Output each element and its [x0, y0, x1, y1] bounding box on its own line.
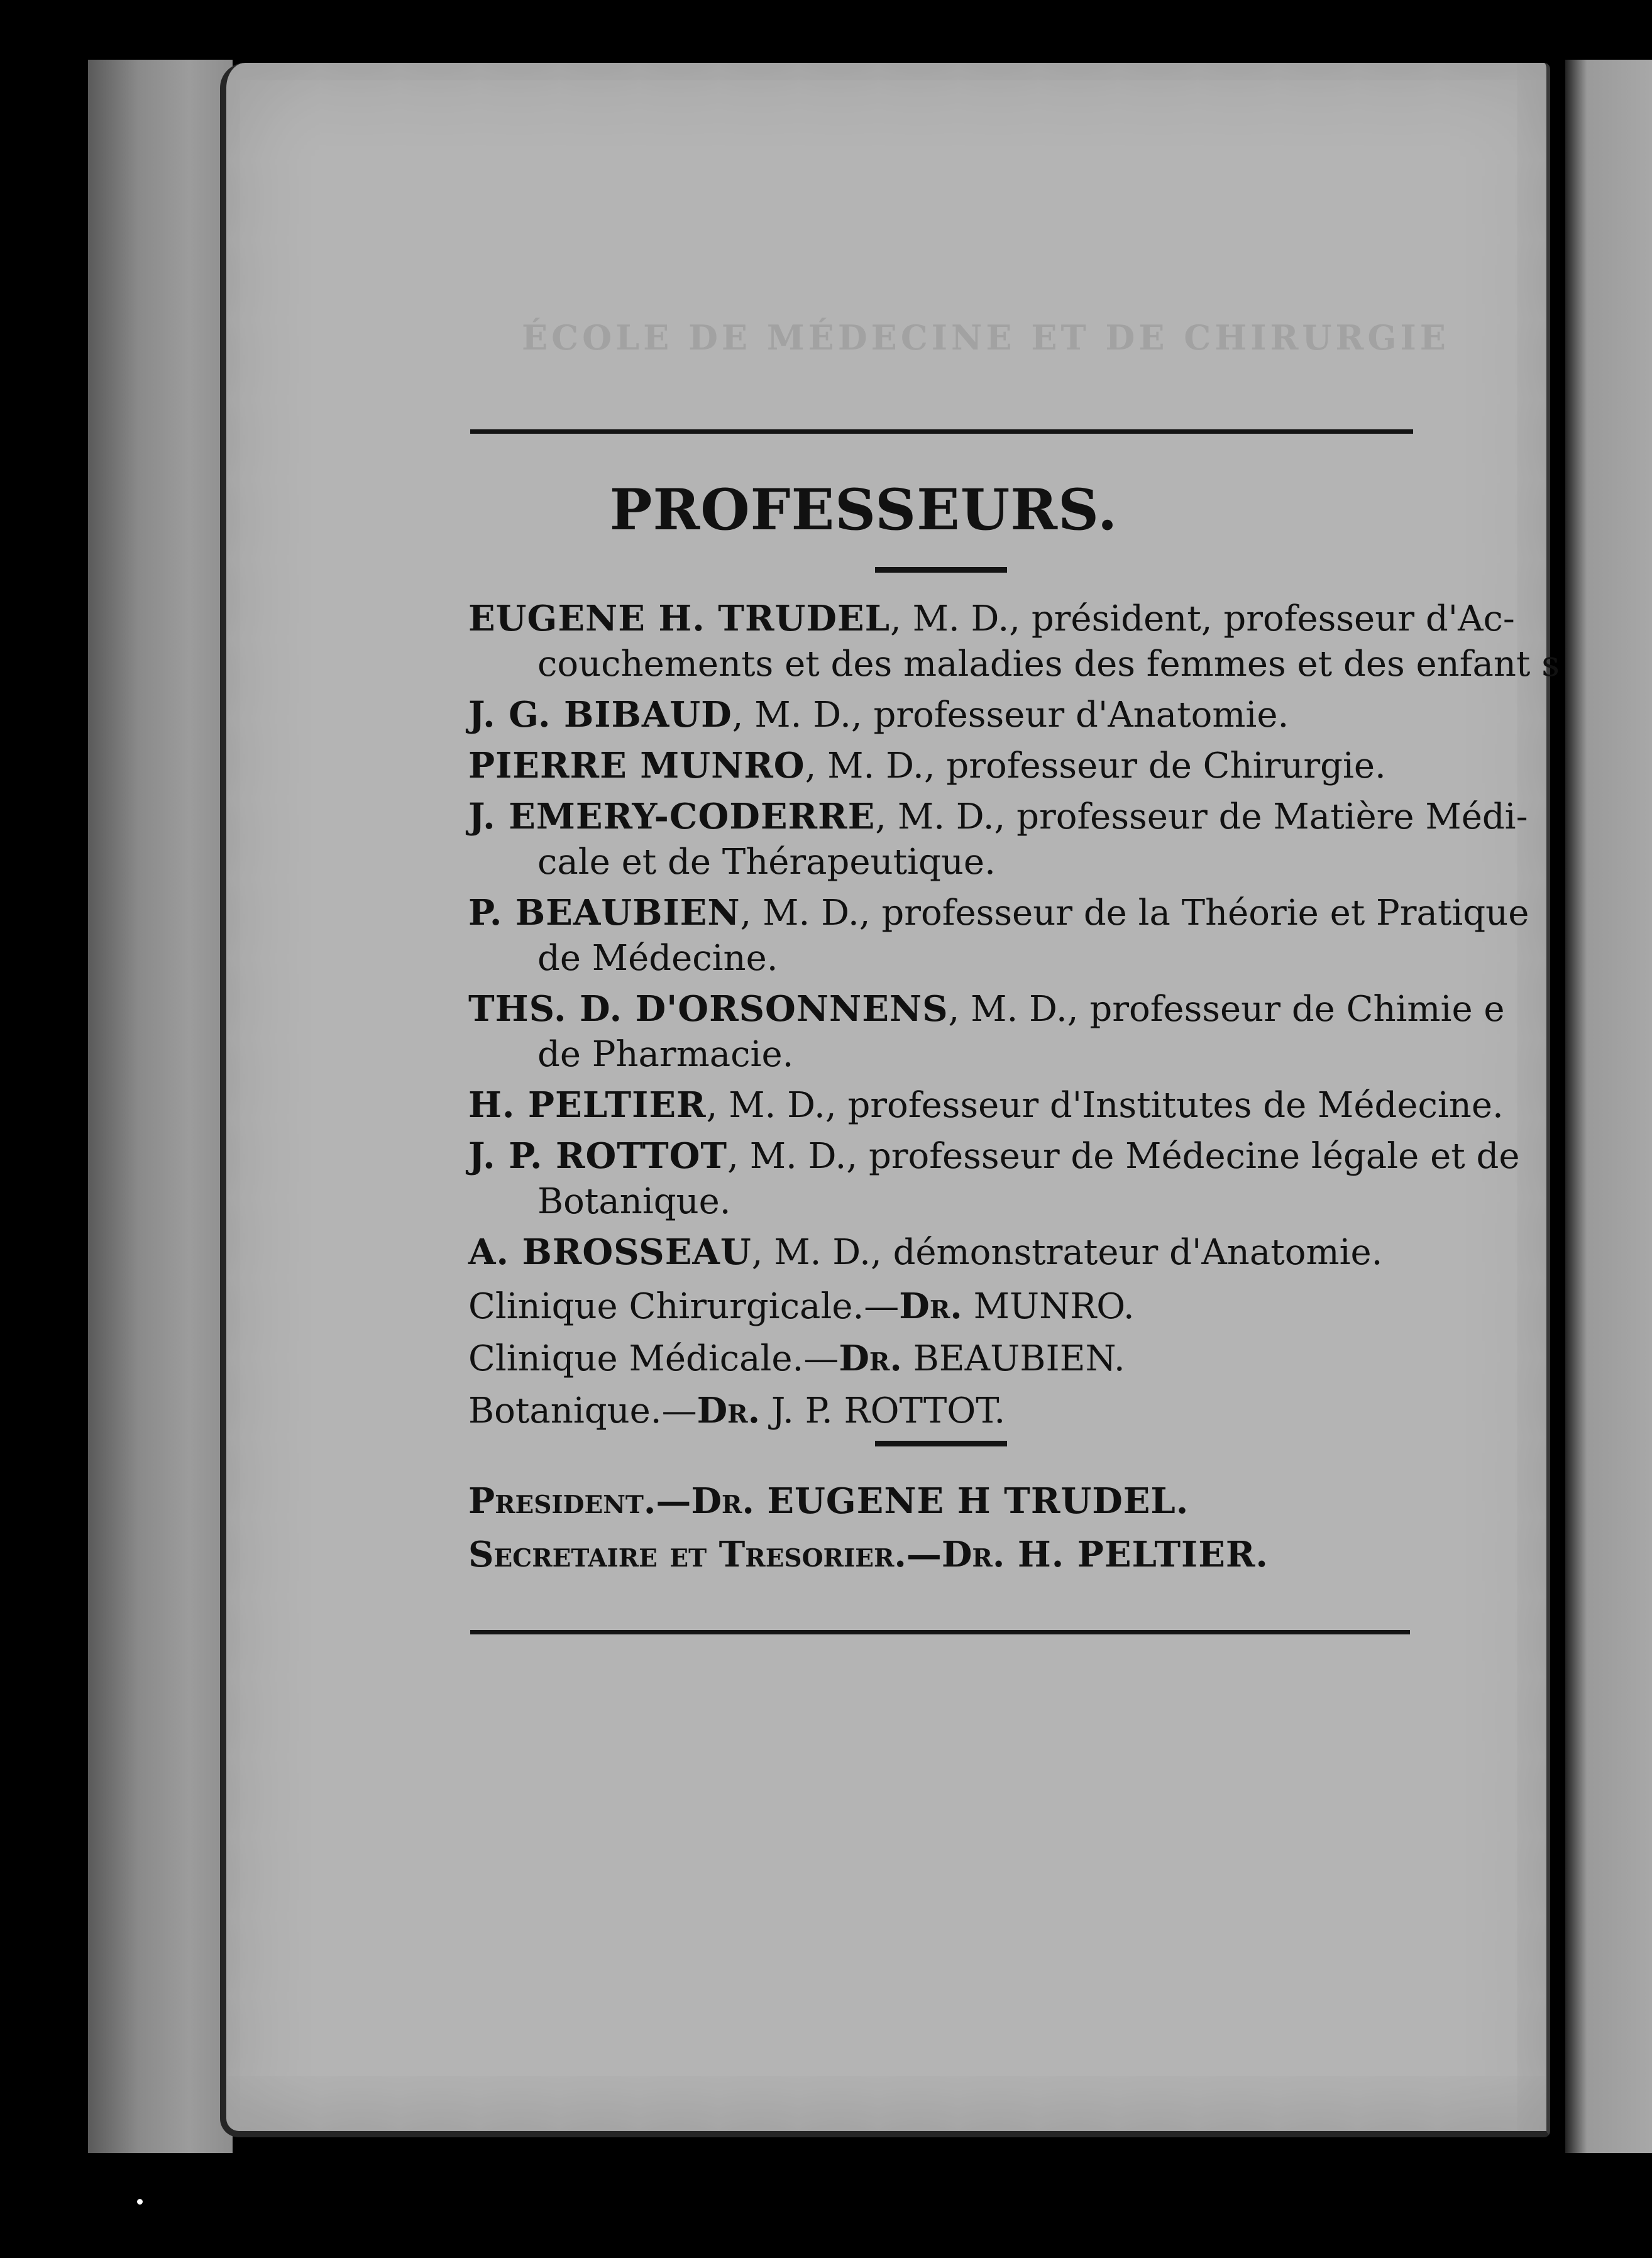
professor-entry — [468, 596, 1560, 687]
adjacent-page-right — [1565, 60, 1652, 2153]
professor-entry — [468, 743, 1430, 789]
professor-title: , M. D., professeur de Chirurgie. — [805, 746, 1386, 786]
section-divider — [875, 1441, 1007, 1446]
professor-title: , M. D., professeur d'Anatomie. — [732, 695, 1289, 735]
officer-entry — [468, 1528, 1436, 1582]
professor-title-cont: de Pharmacie. — [537, 1034, 794, 1075]
clinic-name: BEAUBIEN. — [901, 1338, 1125, 1379]
adjacent-page-left — [88, 60, 233, 2153]
professor-entry — [468, 890, 1529, 981]
clinic-entry — [468, 1280, 1430, 1333]
professor-name: J. EMERY-CODERRE — [468, 796, 876, 837]
professor-name: PIERRE MUNRO — [468, 745, 805, 786]
professor-entry — [468, 692, 1430, 738]
title-underline — [875, 567, 1007, 573]
page-title: PROFESSEURS. — [609, 476, 1118, 543]
officer-name: H. PELTIER. — [1005, 1534, 1269, 1575]
professor-name: H. PELTIER — [468, 1084, 707, 1126]
clinic-dr: Dr. — [899, 1286, 962, 1327]
professor-title: , M. D., professeur de Chimie e — [948, 989, 1505, 1030]
clinic-name: MUNRO. — [962, 1286, 1135, 1327]
professor-title: , M. D., professeur de la Théorie et Pratique — [740, 893, 1529, 933]
bottom-rule — [470, 1630, 1410, 1634]
officer-role: Secretaire et Tresorier.—Dr. — [468, 1534, 1005, 1575]
professor-entry — [468, 1133, 1520, 1225]
professor-entry — [468, 1082, 1504, 1128]
officer-entry — [468, 1475, 1436, 1528]
professor-entry — [468, 1230, 1430, 1275]
professor-name: THS. D. D'ORSONNENS — [468, 988, 949, 1030]
clinic-entry — [468, 1333, 1430, 1385]
clinic-dr: Dr. — [839, 1338, 902, 1379]
professor-title-cont: de Médecine. — [537, 938, 778, 979]
professor-title: , M. D., professeur d'Institutes de Médecine. — [706, 1085, 1504, 1126]
officer-name: EUGENE H TRUDEL. — [754, 1480, 1189, 1522]
professor-name: J. G. BIBAUD — [468, 694, 732, 735]
scan-speck — [137, 2199, 143, 2205]
top-rule — [470, 429, 1413, 434]
professors-list — [468, 596, 1560, 1437]
clinic-label: Botanique.— — [468, 1391, 697, 1431]
professor-name: J. P. ROTTOT — [468, 1135, 728, 1177]
clinic-dr: Dr. — [697, 1390, 761, 1431]
professor-name: A. BROSSEAU — [468, 1231, 752, 1273]
professor-title: , M. D., professeur de Médecine légale et de — [727, 1136, 1520, 1177]
officer-role: President.—Dr. — [468, 1480, 754, 1522]
clinic-entry — [468, 1385, 1430, 1437]
professor-entry — [468, 794, 1528, 885]
professor-title-cont: couchements et des maladies des femmes et des enfant s — [537, 644, 1560, 685]
professor-title: , M. D., président, professeur d'Ac- — [889, 598, 1515, 639]
professor-name: P. BEAUBIEN — [468, 892, 741, 933]
faint-bleedthrough-heading: ÉCOLE DE MÉDECINE ET DE CHIRURGIE — [522, 317, 1450, 358]
professor-title: , M. D., professeur de Matière Médi- — [875, 796, 1528, 837]
professor-entry — [468, 986, 1505, 1077]
clinic-label: Clinique Médicale.— — [468, 1338, 839, 1379]
clinic-name: J. P. ROTTOT. — [760, 1391, 1006, 1431]
professor-title-cont: Botanique. — [537, 1181, 731, 1222]
professor-title-cont: cale et de Thérapeutique. — [537, 842, 996, 883]
professor-title: , M. D., démonstrateur d'Anatomie. — [751, 1232, 1383, 1273]
officers-list — [468, 1475, 1436, 1582]
clinic-label: Clinique Chirurgicale.— — [468, 1286, 900, 1327]
professor-name: EUGENE H. TRUDEL — [468, 598, 890, 639]
